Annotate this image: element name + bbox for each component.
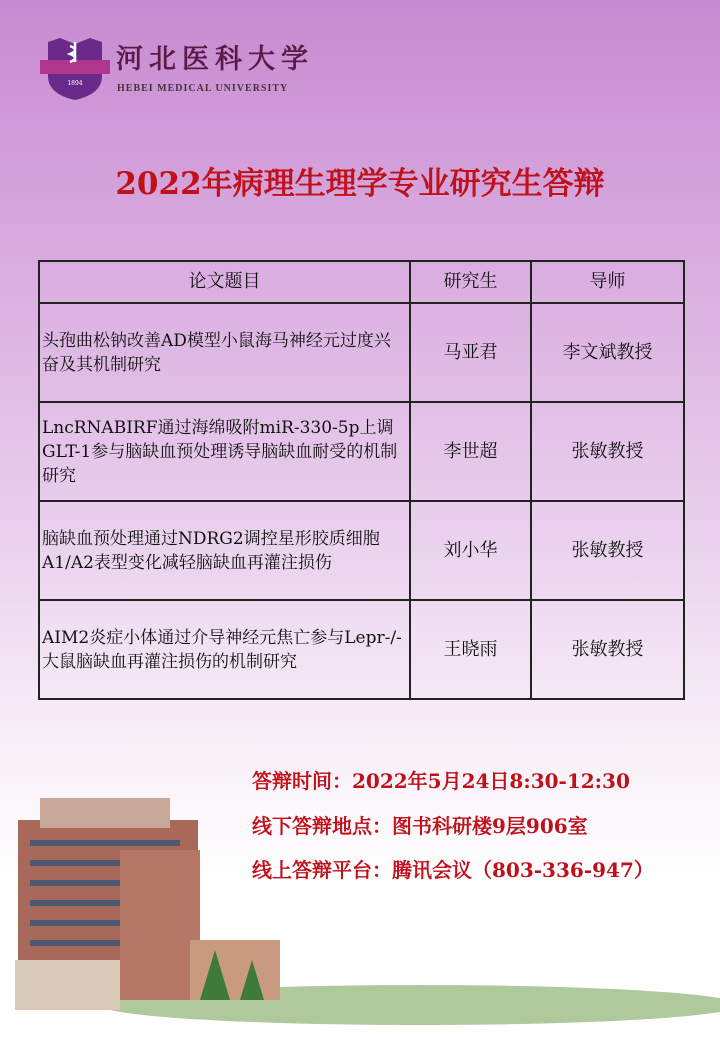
student-cell: 刘小华 [410, 501, 531, 600]
student-cell: 王晓雨 [410, 600, 531, 699]
table-row [39, 303, 684, 402]
topic-cell: 脑缺血预处理通过NDRG2调控星形胶质细胞A1/A2表型变化减轻脑缺血再灌注损伤 [39, 501, 410, 600]
topic-cell: 头孢曲松钠改善AD模型小鼠海马神经元过度兴奋及其机制研究 [39, 303, 410, 402]
advisor-cell: 李文斌教授 [531, 303, 684, 402]
offline-location: 线下答辩地点：图书科研楼9层906室 [252, 814, 588, 838]
student-cell: 马亚君 [410, 303, 531, 402]
logo-chinese-name: 河北医科大学 [116, 44, 314, 75]
column-header-topic: 论文题目 [39, 261, 410, 303]
topic-cell: LncRNABIRF通过海绵吸附miR-330-5p上调GLT-1参与脑缺血预处理诱导脑缺血耐受的机制研究 [39, 402, 410, 501]
table-row [39, 600, 684, 699]
advisor-cell: 张敏教授 [531, 600, 684, 699]
page-title: 2022年病理生理学专业研究生答辩 [115, 166, 605, 202]
seal-year: 1894 [67, 80, 83, 87]
defense-time: 答辩时间：2022年5月24日8:30-12:30 [252, 769, 630, 793]
column-header-student: 研究生 [410, 261, 531, 303]
column-header-advisor: 导师 [531, 261, 684, 303]
defense-table [38, 260, 685, 700]
university-seal-logo [40, 36, 110, 102]
advisor-cell: 张敏教授 [531, 402, 684, 501]
table-row [39, 402, 684, 501]
student-cell: 李世超 [410, 402, 531, 501]
logo-english-name: HEBEI MEDICAL UNIVERSITY [117, 83, 289, 94]
advisor-cell: 张敏教授 [531, 501, 684, 600]
table-header-row [39, 261, 684, 303]
topic-cell: AIM2炎症小体通过介导神经元焦亡参与Lepr-/-大鼠脑缺血再灌注损伤的机制研究 [39, 600, 410, 699]
online-platform: 线上答辩平台：腾讯会议（803-336-947） [252, 858, 654, 882]
table-row [39, 501, 684, 600]
